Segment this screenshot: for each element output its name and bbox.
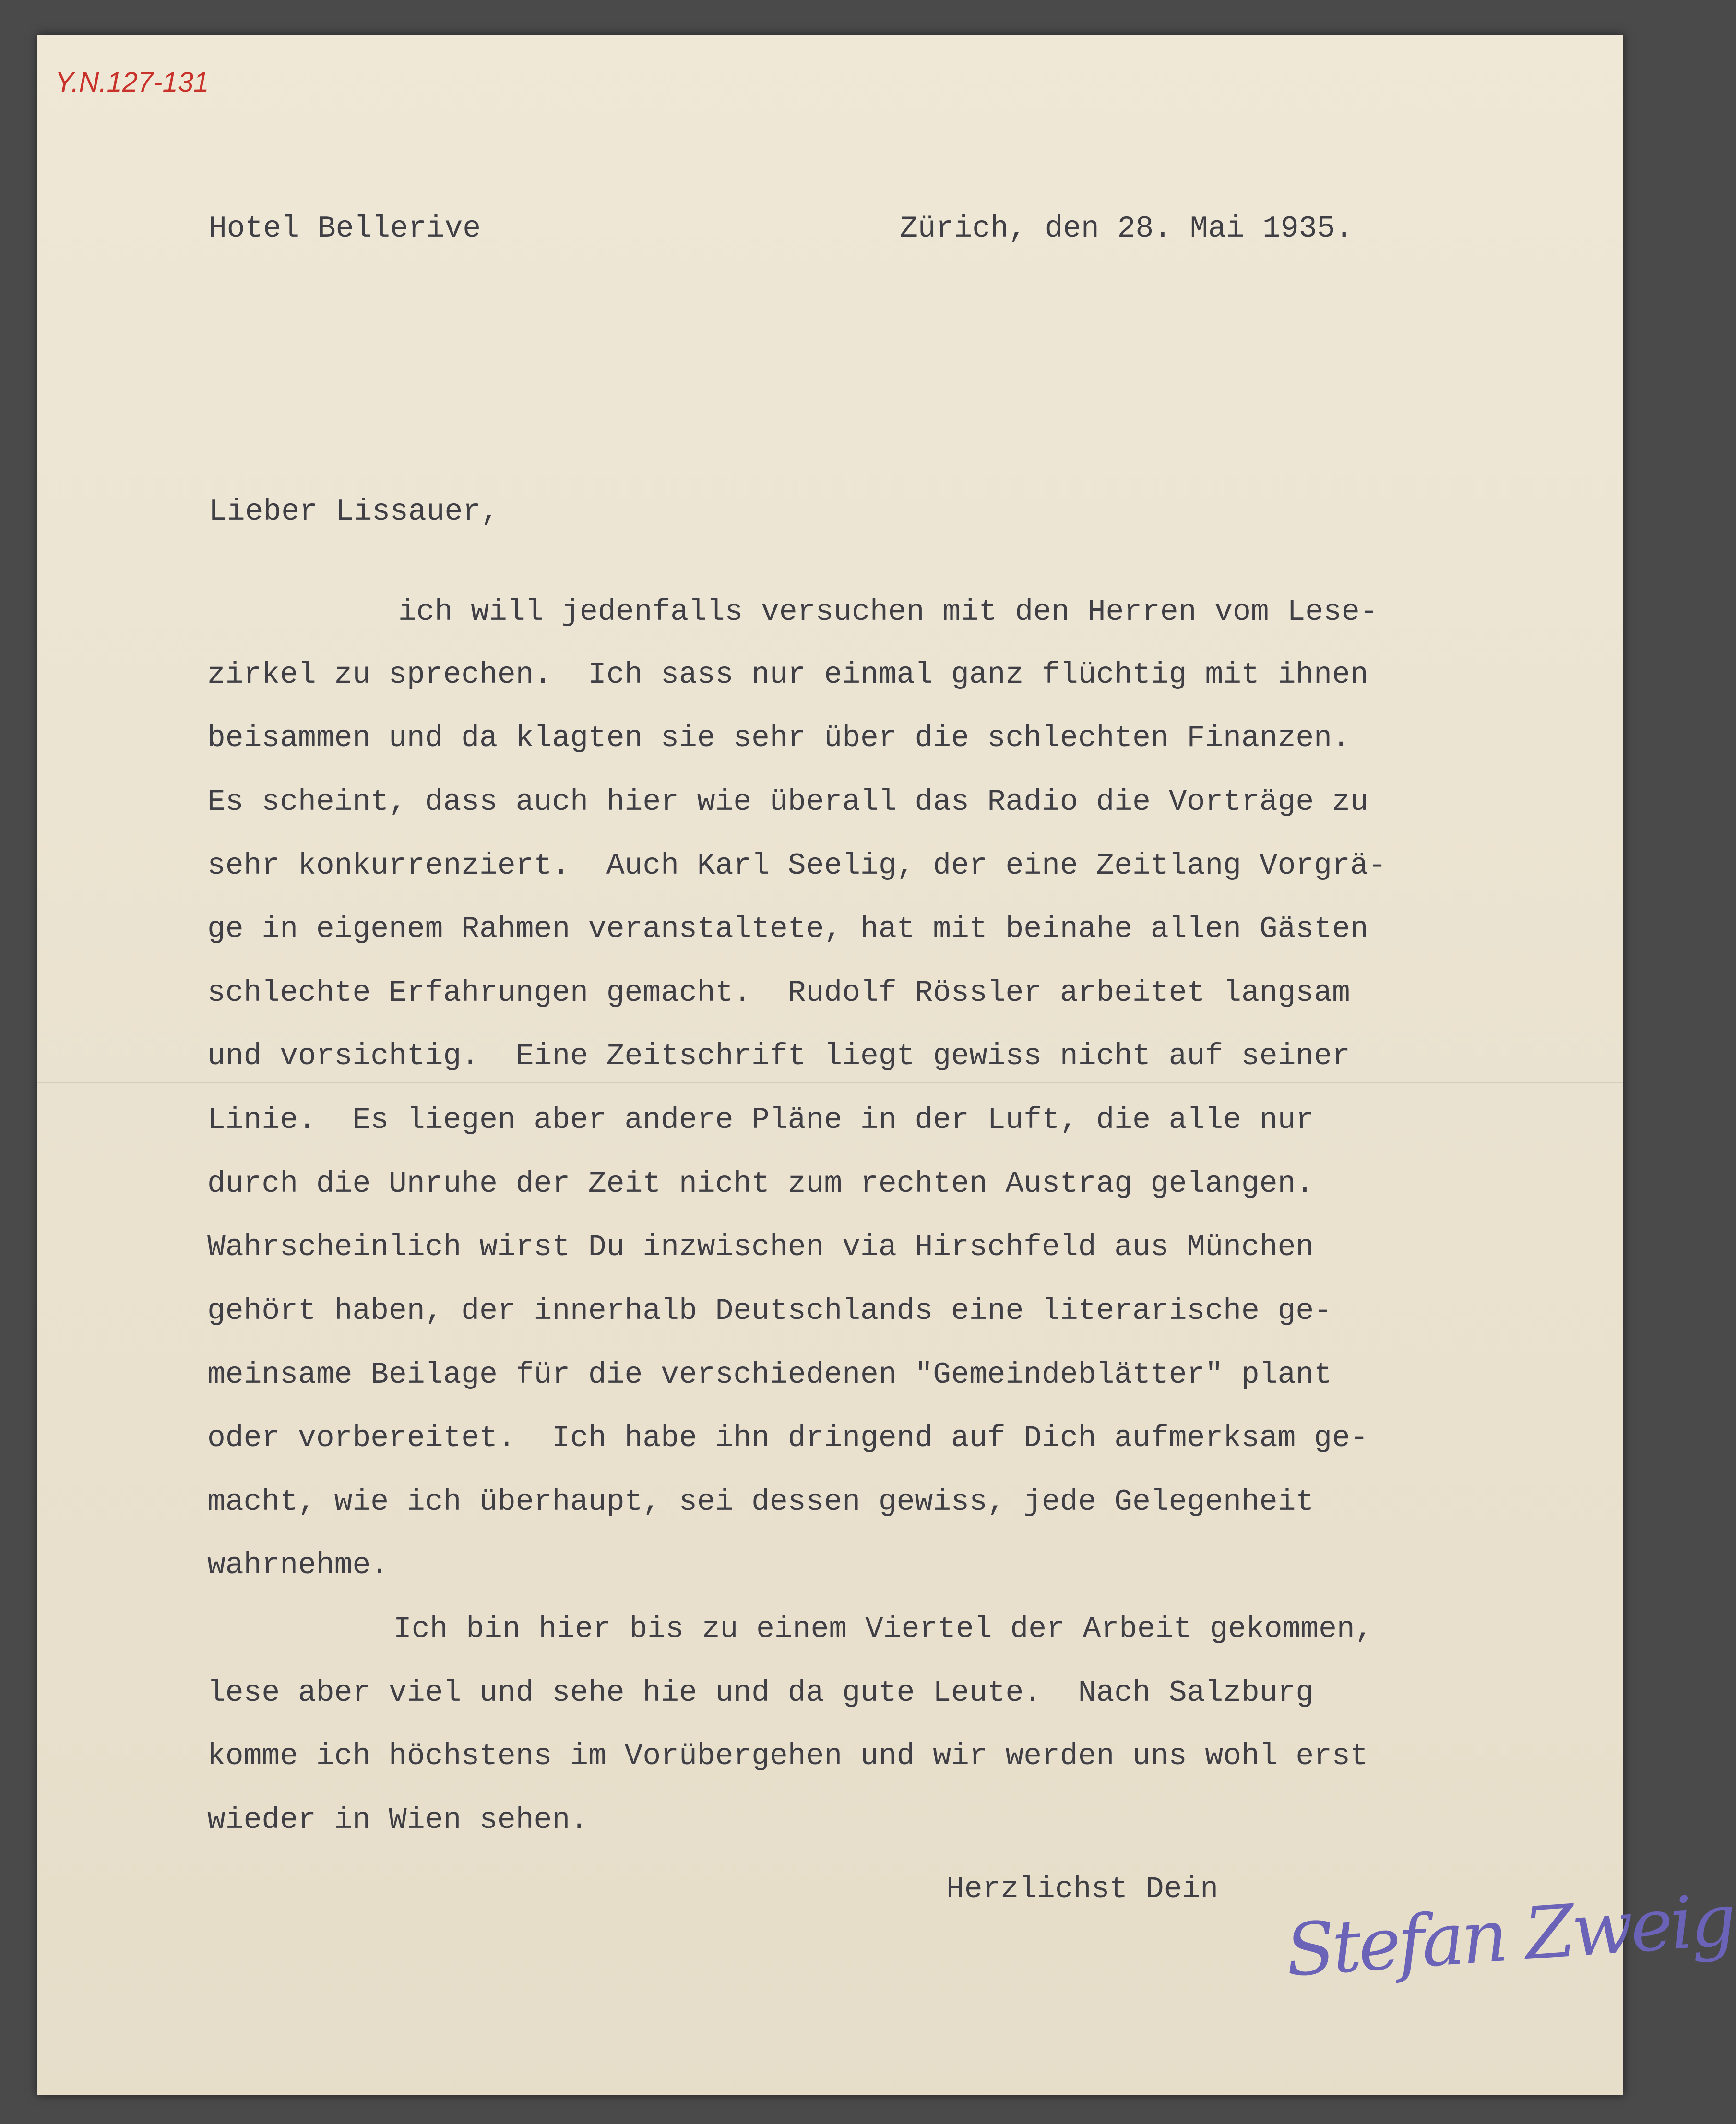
body-line: schlechte Erfahrungen gemacht. Rudolf Rössler arbeitet langsam — [207, 976, 1350, 1010]
body-line: oder vorbereitet. Ich habe ihn dringend auf Dich aufmerksam ge- — [207, 1421, 1368, 1455]
letter-date: Zürich, den 28. Mai 1935. — [900, 212, 1354, 246]
letterhead-sender: Hotel Bellerive — [209, 212, 481, 246]
body-line: Wahrscheinlich wirst Du inzwischen via Hirschfeld aus München — [207, 1230, 1314, 1264]
body-line: komme ich höchstens im Vorübergehen und wir werden uns wohl erst — [207, 1739, 1368, 1773]
body-line: lese aber viel und sehe hie und da gute Leute. Nach Salzburg — [207, 1676, 1314, 1710]
body-line: Linie. Es liegen aber andere Pläne in der Luft, die alle nur — [207, 1103, 1314, 1137]
body-line: meinsame Beilage für die verschiedenen "Gemeindeblätter" plant — [207, 1358, 1332, 1392]
body-line: gehört haben, der innerhalb Deutschlands eine literarische ge- — [207, 1294, 1332, 1328]
body-line: macht, wie ich überhaupt, sei dessen gewiss, jede Gelegenheit — [207, 1485, 1314, 1519]
body-line: durch die Unruhe der Zeit nicht zum rechten Austrag gelangen. — [207, 1167, 1314, 1201]
archive-mark: Y.N.127-131 — [55, 67, 209, 98]
body-line: und vorsichtig. Eine Zeitschrift liegt gewiss nicht auf seiner — [207, 1039, 1350, 1073]
salutation: Lieber Lissauer, — [209, 495, 499, 529]
body-line: ge in eigenem Rahmen veranstaltete, hat mit beinahe allen Gästen — [207, 912, 1368, 946]
body-line: wahrnehme. — [207, 1548, 389, 1582]
body-line: wieder in Wien sehen. — [207, 1803, 588, 1837]
paper-fold-line — [37, 1082, 1623, 1083]
body-line: ich will jedenfalls versuchen mit den Herren vom Lese- — [398, 595, 1378, 629]
body-line: beisammen und da klagten sie sehr über die schlechten Finanzen. — [207, 721, 1350, 755]
body-line: zirkel zu sprechen. Ich sass nur einmal ganz flüchtig mit ihnen — [207, 658, 1368, 692]
body-line: Es scheint, dass auch hier wie überall das Radio die Vorträge zu — [207, 785, 1368, 819]
body-line: sehr konkurrenziert. Auch Karl Seelig, der eine Zeitlang Vorgrä- — [207, 849, 1387, 883]
closing: Herzlichst Dein — [946, 1872, 1219, 1906]
body-line: Ich bin hier bis zu einem Viertel der Arbeit gekommen, — [393, 1612, 1373, 1646]
handwritten-signature: Stefan Zweig — [1283, 1878, 1736, 1993]
